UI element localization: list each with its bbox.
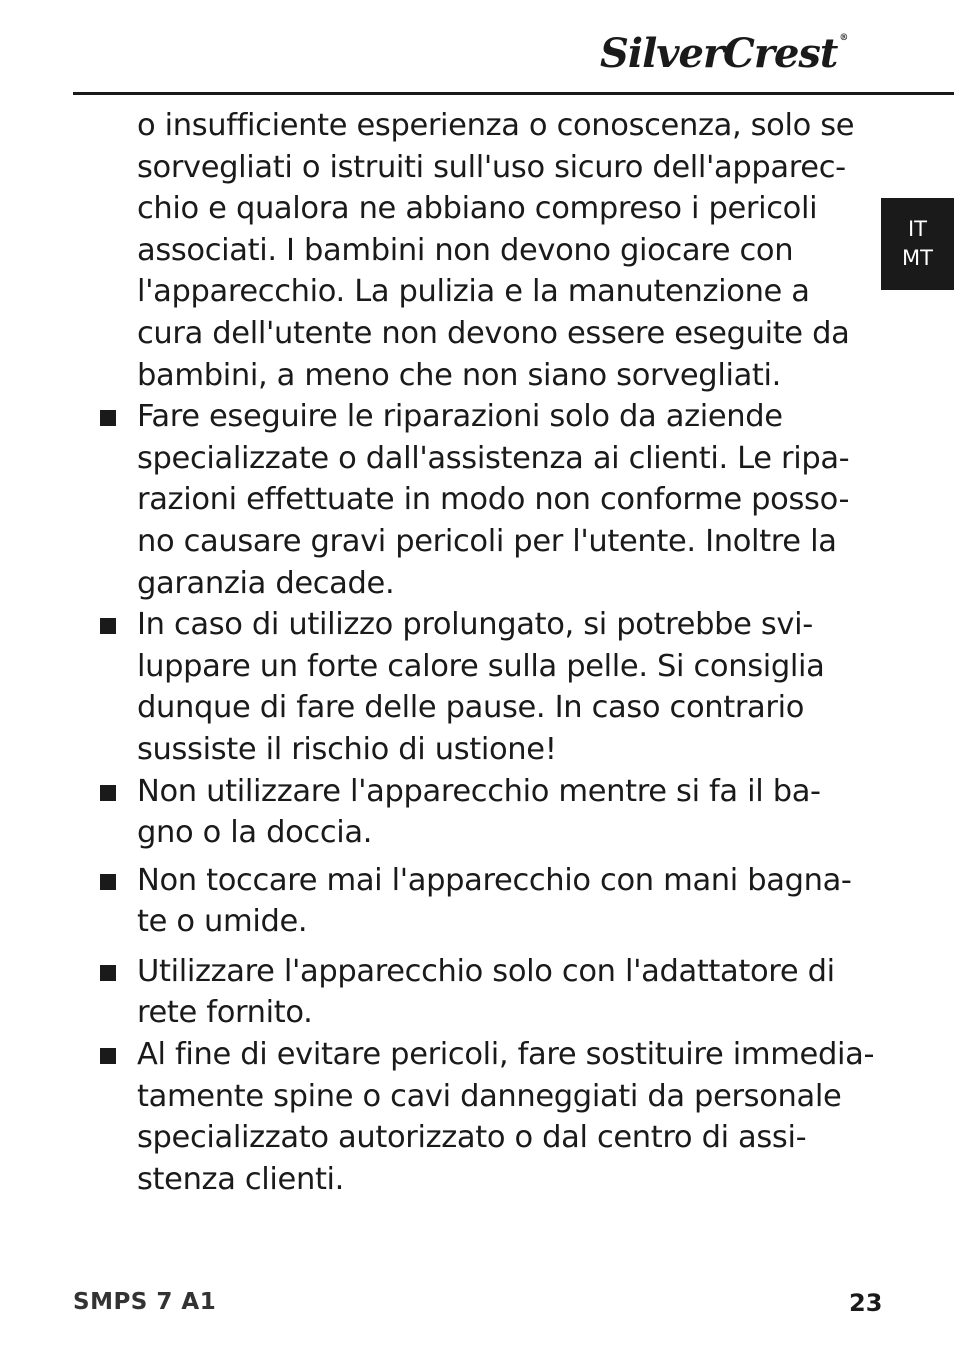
text-line: garanzia decade. xyxy=(137,565,395,601)
text-line: Al fine di evitare pericoli, fare sostituire immedia- xyxy=(137,1037,875,1073)
header-rule xyxy=(73,92,954,95)
text-line: specializzato autorizzato o dal centro di assi- xyxy=(137,1120,807,1156)
page-number: 23 xyxy=(849,1289,883,1317)
bullet-item xyxy=(96,1034,875,1200)
square-bullet-icon xyxy=(100,874,116,890)
text-line: Non utilizzare l'apparecchio mentre si fa il ba- xyxy=(137,773,821,809)
text-line: razioni effettuate in modo non conforme posso- xyxy=(137,482,850,518)
bullet-item xyxy=(96,396,866,604)
language-tab-line: IT xyxy=(907,217,928,241)
brand-logo-text: SilverCrest xyxy=(600,30,838,77)
bullet-item xyxy=(96,951,866,1034)
text-line: Fare eseguire le riparazioni solo da aziende xyxy=(137,399,783,435)
text-line: o insufficiente esperienza o conoscenza, solo se xyxy=(137,108,855,143)
registered-mark: ® xyxy=(839,33,848,43)
text-line: no causare gravi pericoli per l'utente. Inoltre la xyxy=(137,523,837,559)
language-tab xyxy=(881,198,954,290)
bullet-item xyxy=(96,860,866,943)
text-line: bambini, a meno che non siano sorvegliati. xyxy=(137,357,781,393)
bullet-item xyxy=(96,771,866,854)
text-line: tamente spine o cavi danneggiati da personale xyxy=(137,1078,842,1114)
text-line: dunque di fare delle pause. In caso contrario xyxy=(137,690,805,726)
text-line: l'apparecchio. La pulizia e la manutenzione a xyxy=(137,274,810,310)
text-line: luppare un forte calore sulla pelle. Si consiglia xyxy=(137,648,825,684)
text-line: specializzate o dall'assistenza ai clienti. Le ripa- xyxy=(137,440,850,476)
square-bullet-icon xyxy=(100,410,116,426)
language-tab-line: MT xyxy=(902,246,933,270)
text-line: sorvegliati o istruiti sull'uso sicuro dell'apparec- xyxy=(137,149,846,185)
square-bullet-icon xyxy=(100,785,116,801)
square-bullet-icon xyxy=(100,618,116,634)
text-line: Utilizzare l'apparecchio solo con l'adattatore di xyxy=(137,953,835,989)
square-bullet-icon xyxy=(100,1048,116,1064)
text-line: gno o la doccia. xyxy=(137,815,373,851)
text-line: associati. I bambini non devono giocare con xyxy=(137,232,794,268)
text-line: te o umide. xyxy=(137,904,308,940)
text-line: rete fornito. xyxy=(137,995,313,1031)
footer-model: SMPS 7 A1 xyxy=(73,1289,217,1315)
text-line: sussiste il rischio di ustione! xyxy=(137,731,557,767)
text-line: cura dell'utente non devono essere eseguite da xyxy=(137,315,850,351)
text-line: In caso di utilizzo prolungato, si potrebbe svi- xyxy=(137,607,813,643)
brand-logo xyxy=(600,30,848,77)
paragraph xyxy=(96,105,866,396)
text-line: chio e qualora ne abbiano compreso i pericoli xyxy=(137,191,818,227)
text-line: Non toccare mai l'apparecchio con mani bagna- xyxy=(137,862,852,898)
square-bullet-icon xyxy=(100,965,116,981)
bullet-item xyxy=(96,604,866,770)
text-line: stenza clienti. xyxy=(137,1161,345,1197)
body-text xyxy=(96,105,875,1200)
